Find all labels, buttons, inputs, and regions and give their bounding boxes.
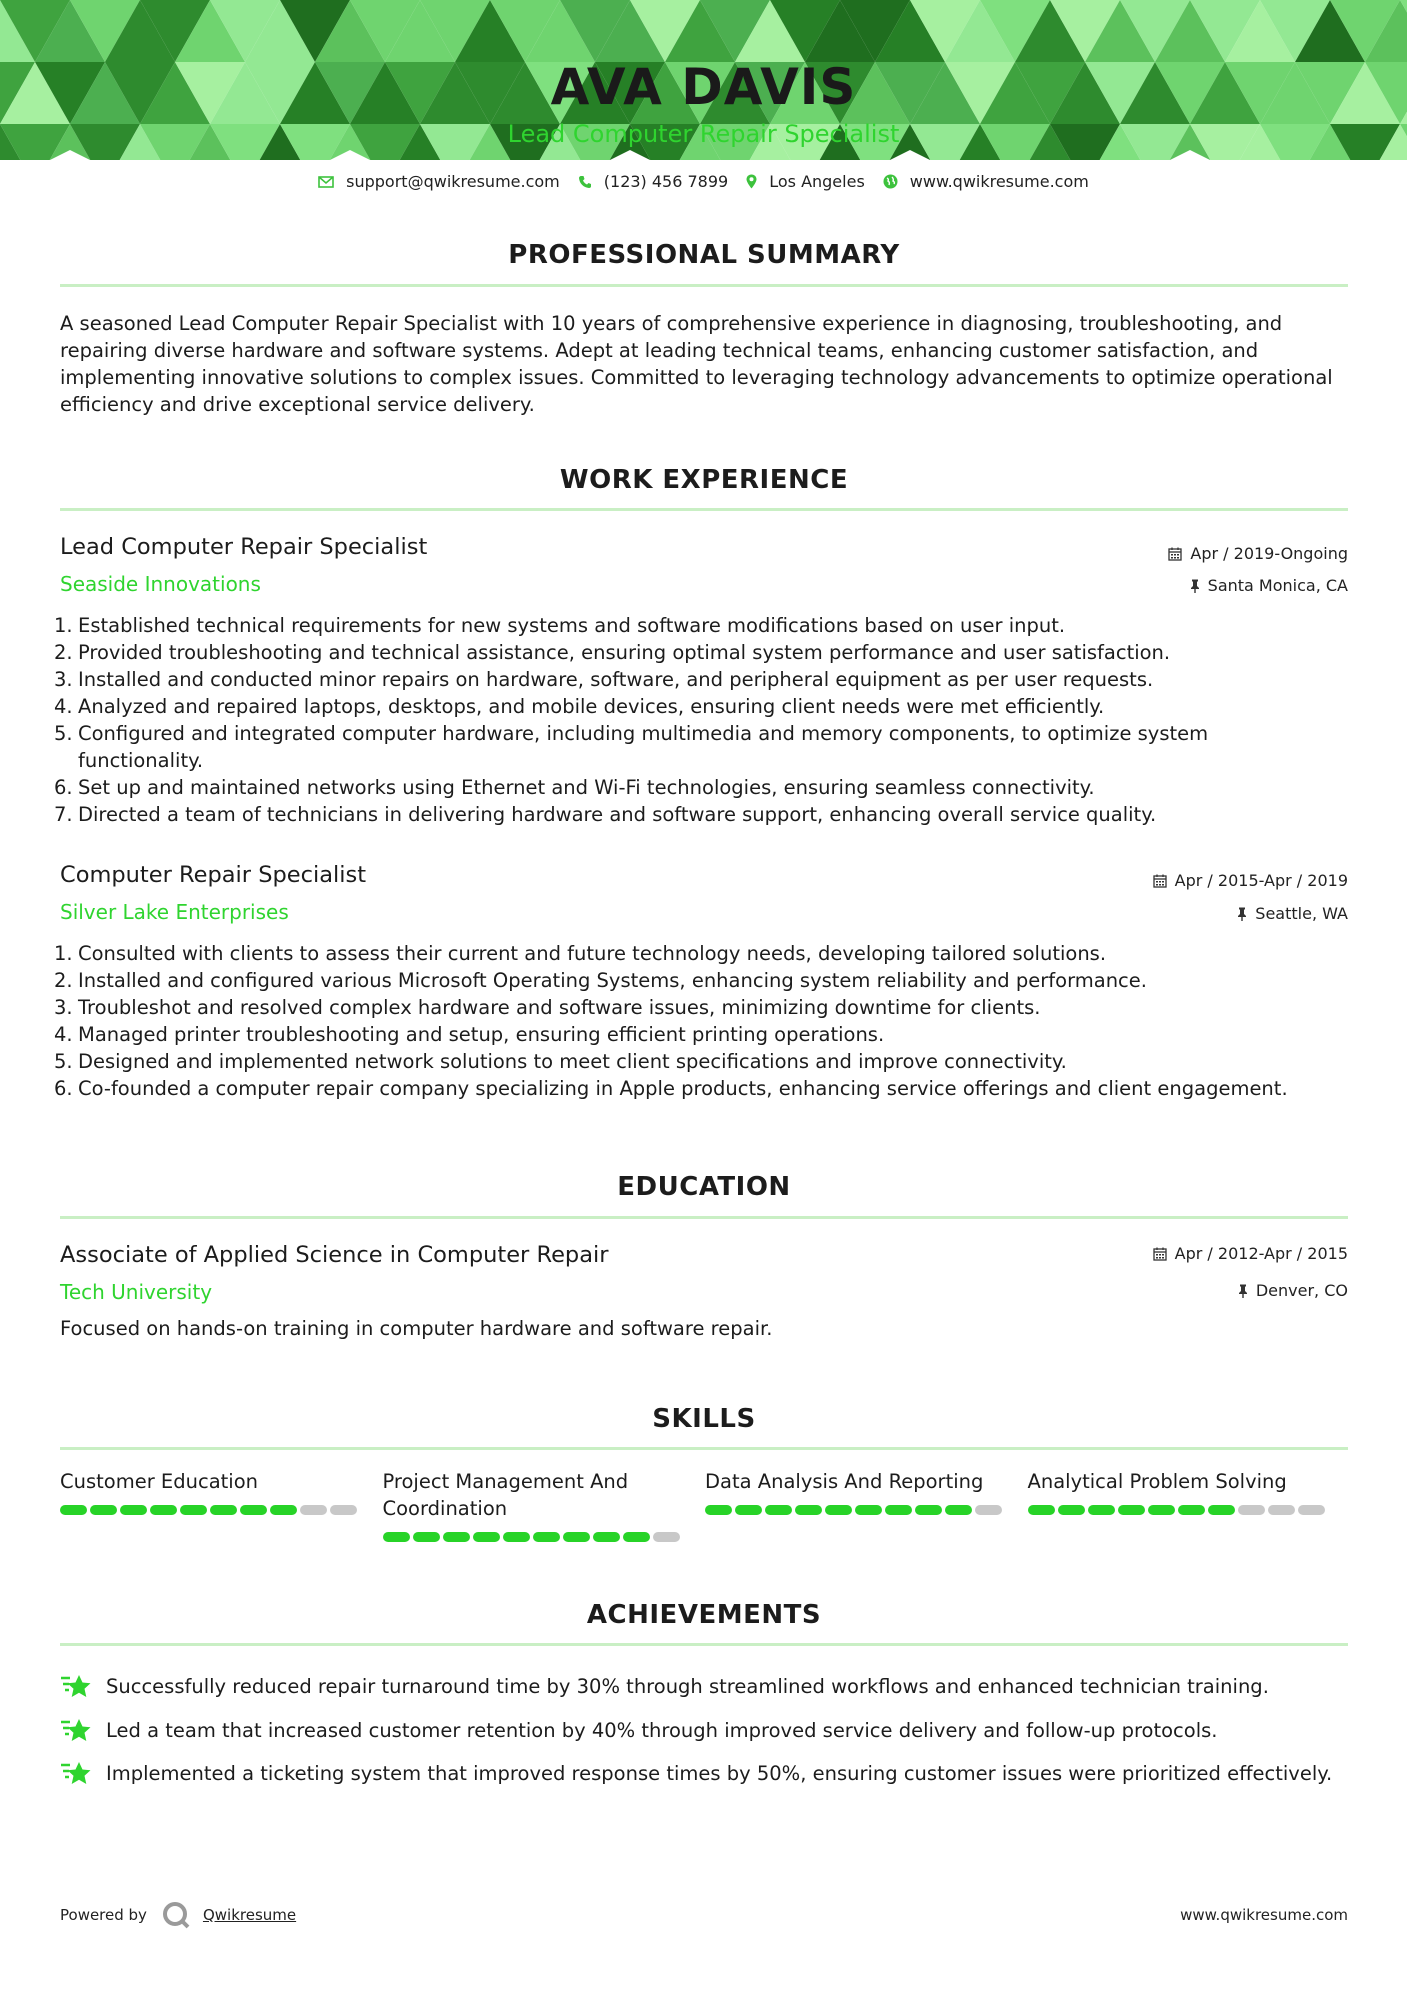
list-item: 1. Consulted with clients to assess their current and future technology needs, developing tailored solutions. <box>54 942 1107 965</box>
contact-phone[interactable] <box>578 172 728 191</box>
rating-dot-filled <box>563 1532 590 1542</box>
job-responsibilities <box>54 940 1354 1102</box>
rating-dot-filled <box>915 1505 942 1515</box>
skills-grid <box>60 1468 1350 1542</box>
skill-name: Project Management And Coordination <box>382 1470 629 1520</box>
rating-dot-filled <box>90 1505 117 1515</box>
pushpin-icon <box>1238 1284 1248 1298</box>
job-company: Silver Lake Enterprises <box>60 900 289 924</box>
skill-rating <box>60 1505 383 1515</box>
education-dates-text: Apr / 2012-Apr / 2015 <box>1174 1244 1348 1263</box>
achievement-text: Successfully reduced repair turnaround time by 30% through streamlined workflows and enhanced technician training. <box>106 1674 1269 1698</box>
list-item: 3. Installed and conducted minor repairs on hardware, software, and peripheral equipment as per user requests. <box>54 668 1154 691</box>
list-item: 4. Managed printer troubleshooting and setup, ensuring efficient printing operations. <box>54 1023 885 1046</box>
rating-dot-filled <box>1118 1505 1145 1515</box>
rating-dot-filled <box>210 1505 237 1515</box>
candidate-role: Lead Computer Repair Specialist <box>507 120 900 148</box>
job-responsibilities <box>54 612 1354 828</box>
rating-dot-filled <box>945 1505 972 1515</box>
rating-dot-filled <box>180 1505 207 1515</box>
education-description: Focused on hands-on training in computer hardware and software repair. <box>60 1317 773 1340</box>
rating-dot-filled <box>443 1532 470 1542</box>
star-icon <box>60 1672 92 1700</box>
rating-dot-filled <box>735 1505 762 1515</box>
skill-name: Data Analysis And Reporting <box>705 1470 984 1493</box>
phone-icon <box>578 175 592 189</box>
rating-dot-filled <box>120 1505 147 1515</box>
rating-dot-empty <box>975 1505 1002 1515</box>
rating-dot-filled <box>795 1505 822 1515</box>
rating-dot-filled <box>1178 1505 1205 1515</box>
list-item: 2. Installed and configured various Microsoft Operating Systems, enhancing system reliability and performance. <box>54 969 1147 992</box>
calendar-icon <box>1168 547 1182 561</box>
job-location-text: Seattle, WA <box>1255 904 1348 923</box>
rating-dot-filled <box>150 1505 177 1515</box>
star-icon <box>60 1716 92 1744</box>
rating-dot-filled <box>533 1532 560 1542</box>
job-location <box>1190 576 1348 595</box>
rating-dot-filled <box>60 1505 87 1515</box>
achievement-text: Implemented a ticketing system that improved response times by 50%, ensuring customer issues were prioritized effectively. <box>106 1761 1333 1785</box>
calendar-icon <box>1153 874 1167 888</box>
brand-link[interactable]: Qwikresume <box>202 1906 297 1924</box>
rating-dot-filled <box>503 1532 530 1542</box>
rating-dot-empty <box>1268 1505 1295 1515</box>
job-dates <box>1153 871 1348 890</box>
job-company: Seaside Innovations <box>60 572 261 596</box>
achievement-item <box>60 1716 1360 1744</box>
job-dates-text: Apr / 2019-Ongoing <box>1190 544 1348 563</box>
contact-email[interactable] <box>318 172 560 191</box>
skill-rating <box>383 1532 706 1542</box>
rating-dot-filled <box>593 1532 620 1542</box>
education-divider <box>60 1216 1348 1219</box>
rating-dot-empty <box>300 1505 327 1515</box>
job-location <box>1237 904 1348 923</box>
rating-dot-empty <box>1298 1505 1325 1515</box>
powered-by-label: Powered by <box>60 1906 147 1924</box>
rating-dot-filled <box>1088 1505 1115 1515</box>
achievement-item <box>60 1672 1360 1700</box>
skill-item <box>383 1468 706 1542</box>
rating-dot-filled <box>270 1505 297 1515</box>
job-location-text: Santa Monica, CA <box>1207 576 1348 595</box>
degree-title: Associate of Applied Science in Computer Repair <box>60 1242 609 1268</box>
list-item: 7. Directed a team of technicians in delivering hardware and software support, enhancing overall service quality. <box>54 803 1157 826</box>
education-heading: EDUCATION <box>617 1172 791 1202</box>
pushpin-icon <box>1237 907 1247 921</box>
contact-location <box>746 172 865 191</box>
rating-dot-filled <box>855 1505 882 1515</box>
summary-divider <box>60 284 1348 287</box>
skill-rating <box>1028 1505 1351 1515</box>
rating-dot-filled <box>413 1532 440 1542</box>
skill-item <box>60 1468 383 1542</box>
rating-dot-filled <box>473 1532 500 1542</box>
list-item: 1. Established technical requirements for new systems and software modifications based on user input. <box>54 614 1066 637</box>
summary-text: A seasoned Lead Computer Repair Specialist with 10 years of comprehensive experience in diagnosing, troubleshooting, and repairing diverse hardware and software systems. Adept at leading technical teams, enhancing customer satisfaction, and implementing innovative solutions to complex issues. Committed to leveraging technology advancements to optimize operational efficiency and drive exceptional service delivery. <box>60 312 1333 416</box>
education-location-text: Denver, CO <box>1255 1281 1348 1300</box>
job-dates <box>1168 544 1348 563</box>
rating-dot-filled <box>240 1505 267 1515</box>
rating-dot-empty <box>1238 1505 1265 1515</box>
contact-phone-text: (123) 456 7899 <box>603 172 729 191</box>
skill-name: Customer Education <box>60 1470 258 1493</box>
contact-email-text: support@qwikresume.com <box>346 172 560 191</box>
skill-item <box>705 1468 1028 1542</box>
job-title: Computer Repair Specialist <box>60 862 367 888</box>
pushpin-icon <box>1190 579 1200 593</box>
job-title: Lead Computer Repair Specialist <box>60 534 428 560</box>
job-dates-text: Apr / 2015-Apr / 2019 <box>1174 871 1348 890</box>
achievement-text: Led a team that increased customer retention by 40% through improved service delivery and follow-up protocols. <box>106 1718 1218 1742</box>
list-item: 4. Analyzed and repaired laptops, desktops, and mobile devices, ensuring client needs were met efficiently. <box>54 695 1105 718</box>
envelope-icon <box>318 176 334 188</box>
qwikresume-logo-icon <box>161 1900 191 1930</box>
rating-dot-filled <box>1028 1505 1055 1515</box>
rating-dot-filled <box>623 1532 650 1542</box>
experience-divider <box>60 508 1348 511</box>
list-item: 2. Provided troubleshooting and technical assistance, ensuring optimal system performance and user satisfaction. <box>54 641 1171 664</box>
star-icon <box>60 1759 92 1787</box>
contact-bar <box>0 172 1407 191</box>
map-pin-icon <box>746 174 757 189</box>
skill-item <box>1028 1468 1351 1542</box>
education-dates <box>1153 1244 1348 1263</box>
footer-powered <box>60 1900 296 1930</box>
list-item: 6. Set up and maintained networks using Ethernet and Wi-Fi technologies, ensuring seamless connectivity. <box>54 776 1095 799</box>
education-location <box>1238 1281 1348 1300</box>
rating-dot-filled <box>1058 1505 1085 1515</box>
skill-rating <box>705 1505 1028 1515</box>
list-item: 5. Configured and integrated computer hardware, including multimedia and memory components, to optimize system functionality. <box>54 722 1209 772</box>
achievements-divider <box>60 1643 1348 1646</box>
rating-dot-filled <box>825 1505 852 1515</box>
rating-dot-empty <box>330 1505 357 1515</box>
rating-dot-filled <box>1208 1505 1235 1515</box>
contact-website-text: www.qwikresume.com <box>909 172 1089 191</box>
school-name: Tech University <box>60 1280 213 1304</box>
footer-website[interactable]: www.qwikresume.com <box>1180 1906 1348 1924</box>
achievement-item <box>60 1759 1360 1787</box>
summary-heading: PROFESSIONAL SUMMARY <box>508 240 900 270</box>
calendar-icon <box>1153 1247 1167 1261</box>
contact-location-text: Los Angeles <box>769 172 865 191</box>
list-item: 6. Co-founded a computer repair company specializing in Apple products, enhancing service offerings and client engagement. <box>54 1077 1288 1100</box>
achievements-heading: ACHIEVEMENTS <box>586 1600 822 1630</box>
skills-heading: SKILLS <box>652 1404 756 1434</box>
globe-icon <box>883 174 898 189</box>
skill-name: Analytical Problem Solving <box>1027 1470 1287 1493</box>
candidate-name: AVA DAVIS <box>550 58 857 116</box>
rating-dot-filled <box>1148 1505 1175 1515</box>
rating-dot-filled <box>705 1505 732 1515</box>
rating-dot-empty <box>653 1532 680 1542</box>
rating-dot-filled <box>765 1505 792 1515</box>
skills-divider <box>60 1447 1348 1450</box>
list-item: 5. Designed and implemented network solutions to meet client specifications and improve connectivity. <box>54 1050 1067 1073</box>
rating-dot-filled <box>885 1505 912 1515</box>
contact-website[interactable] <box>883 172 1089 191</box>
experience-heading: WORK EXPERIENCE <box>559 465 849 495</box>
rating-dot-filled <box>383 1532 410 1542</box>
list-item: 3. Troubleshot and resolved complex hardware and software issues, minimizing downtime for clients. <box>54 996 1041 1019</box>
